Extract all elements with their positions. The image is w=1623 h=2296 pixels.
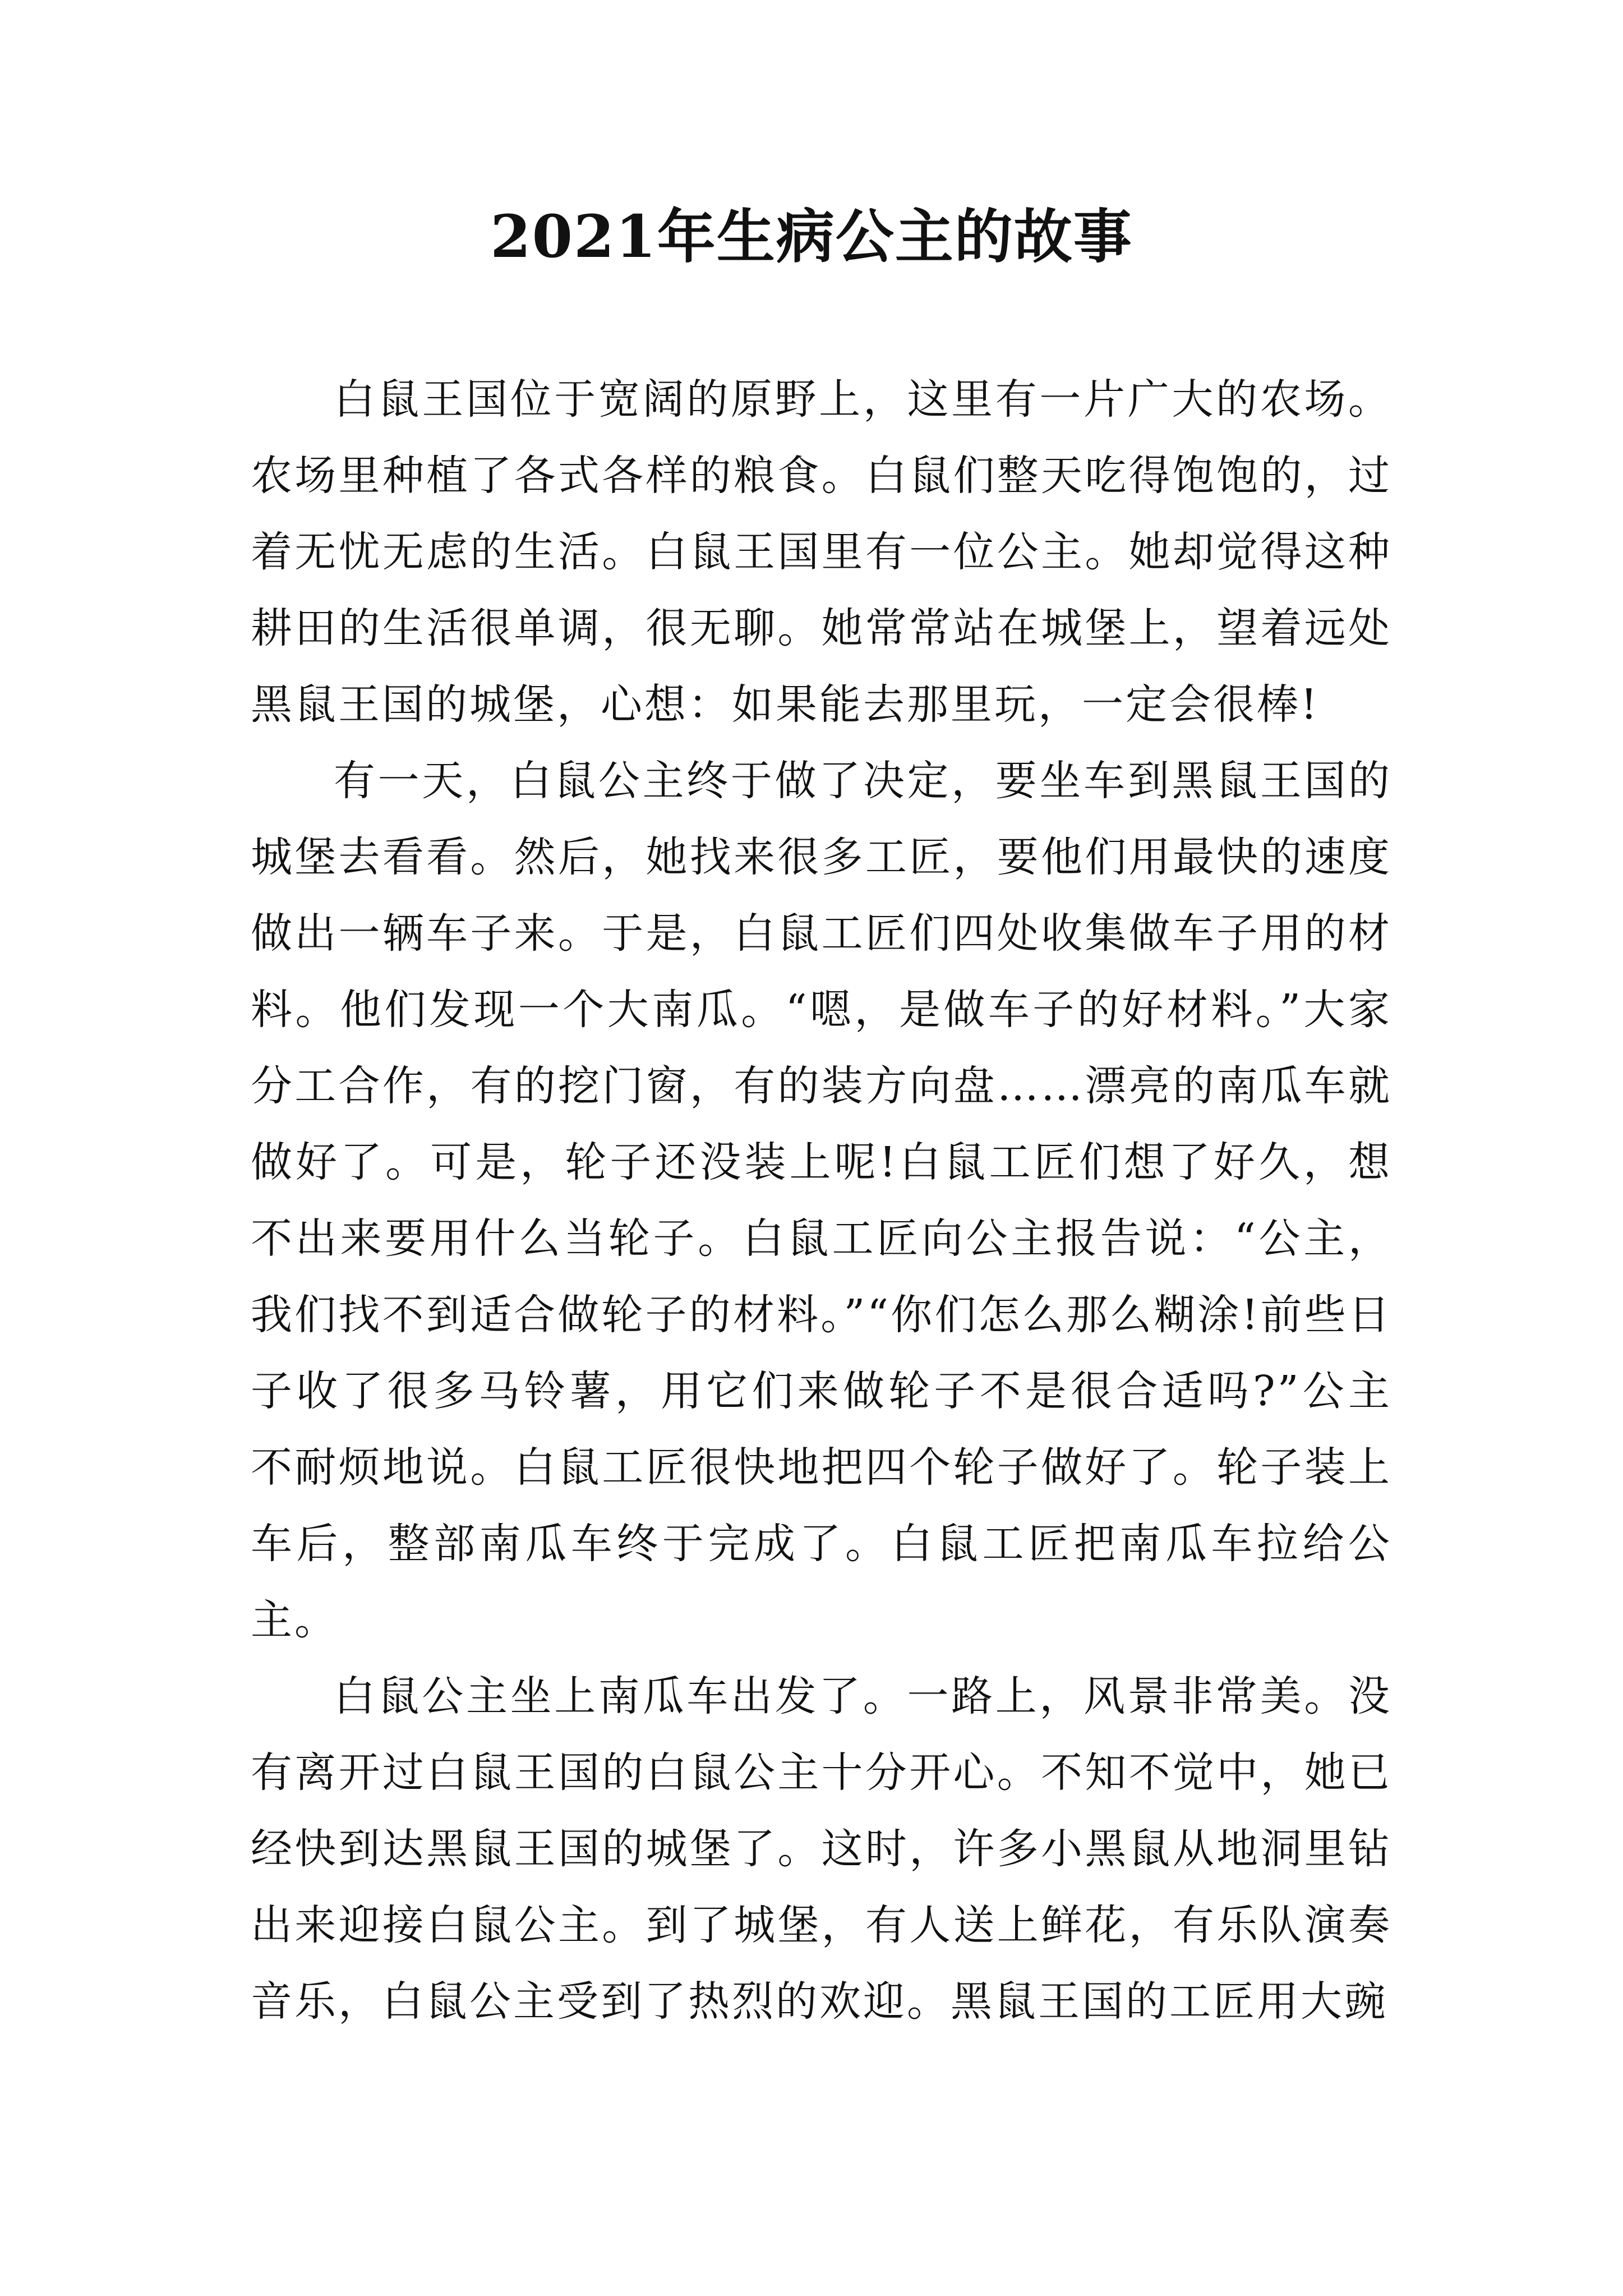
paragraph-3: 白鼠公主坐上南瓜车出发了。一路上，风景非常美。没有离开过白鼠王国的白鼠公主十分开心。不知不觉中，她已经快到达黑鼠王国的城堡了。这时，许多小黑鼠从地洞里钻出来迎接白鼠公主。到了城堡，有人送上鲜花，有乐队演奏音乐，白鼠公主受到了热烈的欢迎。黑鼠王国的工匠用大豌 — [251, 1672, 1392, 2026]
document-body — [251, 361, 1392, 2040]
paragraph-1: 白鼠王国位于宽阔的原野上，这里有一片广大的农场。农场里种植了各式各样的粮食。白鼠们整天吃得饱饱的，过着无忧无虑的生活。白鼠王国里有一位公主。她却觉得这种耕田的生活很单调，很无聊。她常常站在城堡上，望着远处黑鼠王国的城堡，心想：如果能去那里玩，一定会很棒! — [251, 375, 1392, 729]
paragraph-2: 有一天，白鼠公主终于做了决定，要坐车到黑鼠王国的城堡去看看。然后，她找来很多工匠，要他们用最快的速度做出一辆车子来。于是，白鼠工匠们四处收集做车子用的材料。他们发现一个大南瓜。“嗯，是做车子的好材料。”大家分工合作，有的挖门窗，有的装方向盘……漂亮的南瓜车就做好了。可是，轮子还没装上呢!白鼠工匠们想了好久，想不出来要用什么当轮子。白鼠工匠向公主报告说：“公主，我们找不到适合做轮子的材料。”“你们怎么那么糊涂!前些日子收了很多马铃薯，用它们来做轮子不是很合适吗?”公主不耐烦地说。白鼠工匠很快地把四个轮子做好了。轮子装上车后，整部南瓜车终于完成了。白鼠工匠把南瓜车拉给公主。 — [251, 757, 1392, 1644]
document-title: 2021年生病公主的故事 — [490, 202, 1133, 271]
